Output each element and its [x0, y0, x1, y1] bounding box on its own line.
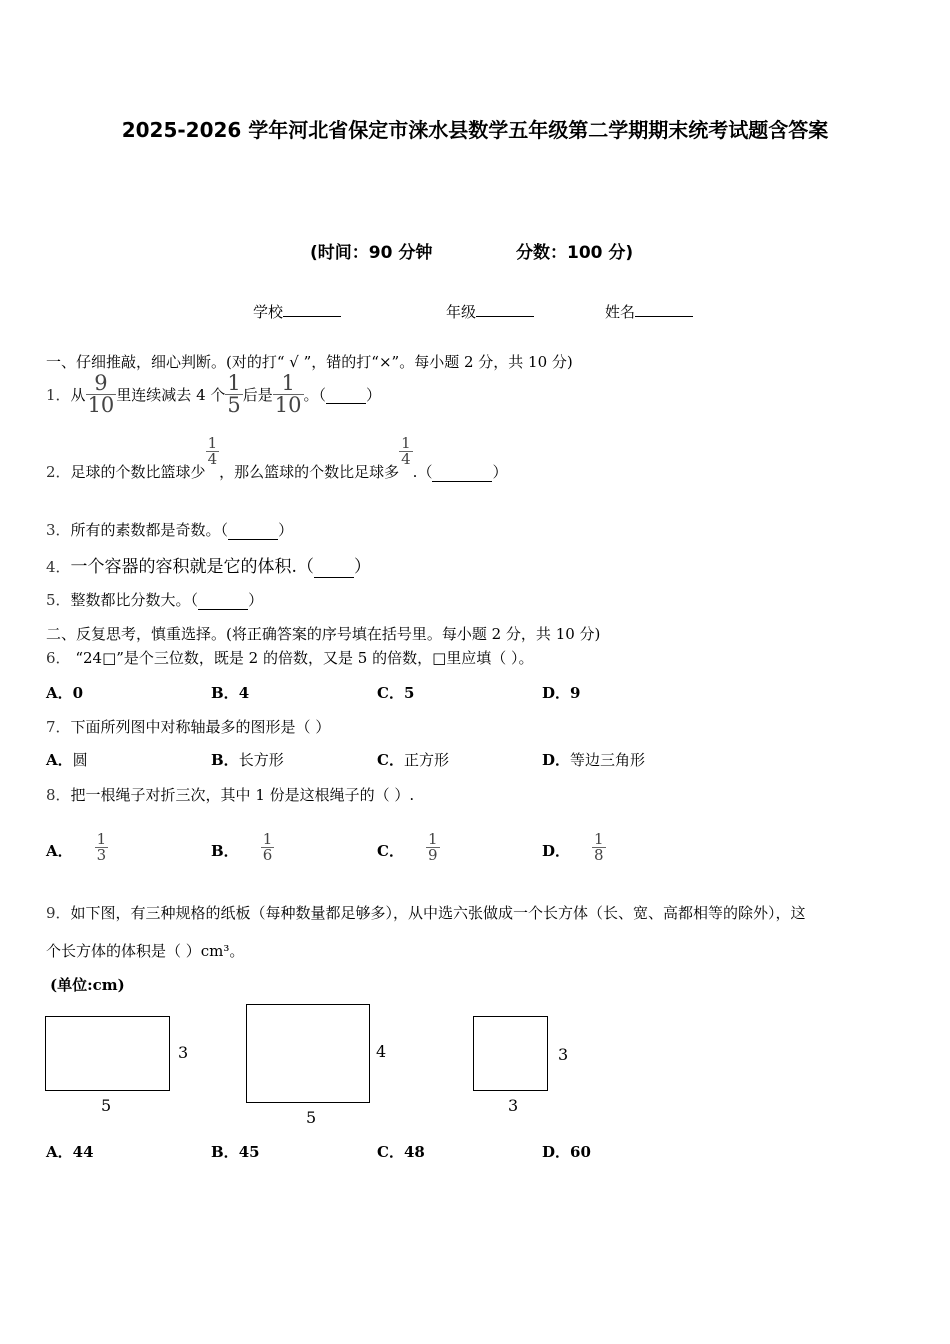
q4-text: 一个容器的容积就是它的体积.（	[70, 557, 314, 577]
q2-number: 2．	[46, 463, 71, 481]
q9-line1: 如下图，有三种规格的纸板（每种数量都足够多），从中选六张做成一个长方体（长、宽、高都相等的除外），这	[70, 904, 806, 922]
question-1	[46, 372, 381, 416]
q4-number: 4．	[46, 558, 71, 576]
q7-option-a[interactable]	[46, 749, 88, 770]
board3-height: 3	[558, 1045, 569, 1064]
q7-text: 下面所列图中对称轴最多的图形是（ ）	[70, 718, 331, 736]
option-value: 48	[403, 1143, 425, 1161]
board2-width: 5	[306, 1108, 317, 1127]
q2-mid: ，那么篮球的个数比足球多	[219, 463, 400, 481]
q1-mid: 里连续减去 4 个	[116, 385, 226, 404]
option-key: A．	[46, 684, 73, 702]
name-blank[interactable]	[635, 302, 693, 317]
option-key: C．	[377, 1143, 404, 1161]
q5-text: 整数都比分数大。（	[70, 591, 199, 609]
q8-option-d[interactable]	[542, 817, 606, 863]
board3-width: 3	[508, 1096, 519, 1115]
q2-fraction-2	[399, 436, 413, 467]
school-blank[interactable]	[283, 302, 341, 317]
q9-number: 9．	[46, 904, 71, 922]
option-value: 圆	[72, 751, 88, 769]
q3-text: 所有的素数都是奇数。（	[70, 521, 229, 539]
question-6	[46, 647, 534, 668]
q8-text: 把一根绳子对折三次，其中 1 份是这根绳子的（ ）.	[70, 786, 415, 804]
frac-num: 1	[96, 830, 107, 848]
board-3x3	[473, 1016, 548, 1091]
frac-den: 9	[427, 846, 438, 864]
q5-number: 5．	[46, 591, 71, 609]
board2-height: 4	[376, 1042, 387, 1061]
frac-num: 1	[427, 830, 438, 848]
q2-close: ）	[492, 463, 508, 481]
q1-close: ）	[366, 385, 382, 404]
question-3	[46, 519, 293, 540]
q3-close: ）	[278, 521, 294, 539]
frac-num: 1	[594, 830, 604, 848]
q1-fraction-3	[273, 370, 304, 417]
school-field[interactable]	[253, 301, 341, 322]
option-key: C．	[377, 684, 404, 702]
option-value: 9	[570, 684, 581, 702]
option-value: 等边三角形	[570, 751, 646, 769]
option-key: D．	[542, 751, 571, 769]
grade-label: 年级	[446, 303, 477, 321]
q1-pre: 从	[70, 385, 86, 404]
option-fraction	[592, 832, 606, 863]
frac-den: 3	[96, 846, 107, 864]
frac-num: 9	[94, 370, 108, 395]
option-key: D．	[542, 1143, 571, 1161]
q5-close: ）	[248, 591, 264, 609]
board1-width: 5	[101, 1096, 112, 1115]
option-key: A．	[46, 751, 73, 769]
question-8	[46, 784, 414, 805]
board-5x3	[45, 1016, 170, 1091]
q7-option-c[interactable]	[377, 749, 449, 770]
frac-den: 5	[227, 392, 241, 417]
option-key: B．	[211, 842, 239, 860]
q9-option-d[interactable]	[542, 1141, 591, 1162]
option-key: C．	[377, 751, 404, 769]
q9-option-c[interactable]	[377, 1141, 425, 1162]
q1-post: 后是	[242, 385, 273, 404]
option-fraction	[261, 832, 275, 863]
q3-number: 3．	[46, 521, 71, 539]
q1-end: 。（	[303, 385, 327, 404]
option-value: 0	[72, 684, 84, 702]
q8-option-b[interactable]	[211, 817, 274, 863]
grade-field[interactable]	[446, 301, 534, 322]
q8-option-a[interactable]	[46, 817, 108, 863]
question-9-line1	[46, 902, 806, 923]
option-value: 5	[403, 684, 415, 702]
q1-number: 1．	[46, 385, 71, 404]
option-value: 60	[570, 1143, 591, 1161]
option-key: A．	[46, 842, 73, 860]
q6-option-a[interactable]	[46, 682, 83, 703]
q9-option-a[interactable]	[46, 1141, 94, 1162]
question-4	[46, 552, 371, 578]
q2-answer-blank[interactable]	[432, 463, 492, 482]
q6-number: 6．	[46, 649, 71, 667]
option-fraction	[95, 832, 109, 863]
section2-heading: 二、反复思考，慎重选择。(将正确答案的序号填在括号里。每小题 2 分，共 10 分)	[46, 625, 601, 643]
frac-num: 1	[262, 830, 273, 848]
option-value: 正方形	[403, 751, 449, 769]
frac-den: 10	[274, 392, 302, 417]
grade-blank[interactable]	[476, 302, 534, 317]
option-key: B．	[211, 751, 239, 769]
option-key: B．	[211, 684, 239, 702]
question-5	[46, 589, 263, 610]
q5-answer-blank[interactable]	[198, 591, 248, 610]
frac-num: 1	[227, 370, 241, 395]
q4-answer-blank[interactable]	[314, 557, 354, 578]
q2-pre: 足球的个数比篮球少	[70, 463, 206, 481]
board1-height: 3	[178, 1043, 189, 1062]
option-key: A．	[46, 1143, 73, 1161]
q8-option-c[interactable]	[377, 817, 440, 863]
name-label: 姓名	[605, 303, 636, 321]
frac-den: 10	[87, 392, 115, 417]
q8-number: 8．	[46, 786, 71, 804]
option-value: 45	[238, 1143, 260, 1161]
option-value: 4	[238, 684, 250, 702]
q7-option-d[interactable]	[542, 749, 645, 770]
option-key: D．	[542, 842, 571, 860]
q2-fraction-1	[206, 436, 220, 467]
name-field[interactable]	[605, 301, 693, 322]
option-fraction	[426, 832, 440, 863]
unit-label: (单位:cm)	[50, 976, 125, 994]
section1-heading: 一、仔细推敲，细心判断。(对的打“ √ ”，错的打“×”。每小题 2 分，共 10 分)	[46, 353, 573, 371]
frac-den: 6	[262, 846, 273, 864]
option-key: B．	[211, 1143, 239, 1161]
page-title: 2025-2026 学年河北省保定市涞水县数学五年级第二学期期末统考试题含答案	[121, 118, 829, 142]
q6-option-c[interactable]	[377, 682, 414, 703]
option-key: D．	[542, 684, 571, 702]
q6-option-b[interactable]	[211, 682, 249, 703]
school-label: 学校	[253, 303, 284, 321]
q7-option-b[interactable]	[211, 749, 284, 770]
frac-den: 4	[401, 450, 411, 468]
q6-option-d[interactable]	[542, 682, 580, 703]
frac-num: 1	[207, 434, 218, 452]
q6-text: “24□”是个三位数，既是 2 的倍数，又是 5 的倍数，□里应填（ ）。	[70, 649, 534, 667]
frac-den: 8	[594, 846, 604, 864]
frac-num: 1	[281, 370, 295, 395]
score-label: 分数：100 分)	[516, 243, 634, 263]
q1-fraction-1	[86, 370, 117, 417]
frac-num: 1	[401, 434, 411, 452]
q1-fraction-2	[225, 370, 242, 417]
time-label: (时间：90 分钟	[310, 243, 433, 263]
q9-option-b[interactable]	[211, 1141, 260, 1162]
option-value: 44	[72, 1143, 94, 1161]
q1-answer-blank[interactable]	[326, 385, 366, 404]
board-5x4	[246, 1004, 370, 1103]
question-7	[46, 716, 330, 737]
q4-close: ）	[353, 557, 371, 577]
q7-number: 7．	[46, 718, 71, 736]
option-value: 长方形	[238, 751, 284, 769]
frac-den: 4	[207, 450, 218, 468]
question-2	[46, 436, 507, 482]
q3-answer-blank[interactable]	[228, 521, 278, 540]
question-9-line2: 个长方体的体积是（ ）cm³。	[46, 942, 245, 960]
option-key: C．	[377, 842, 404, 860]
q2-end: .（	[412, 463, 433, 481]
